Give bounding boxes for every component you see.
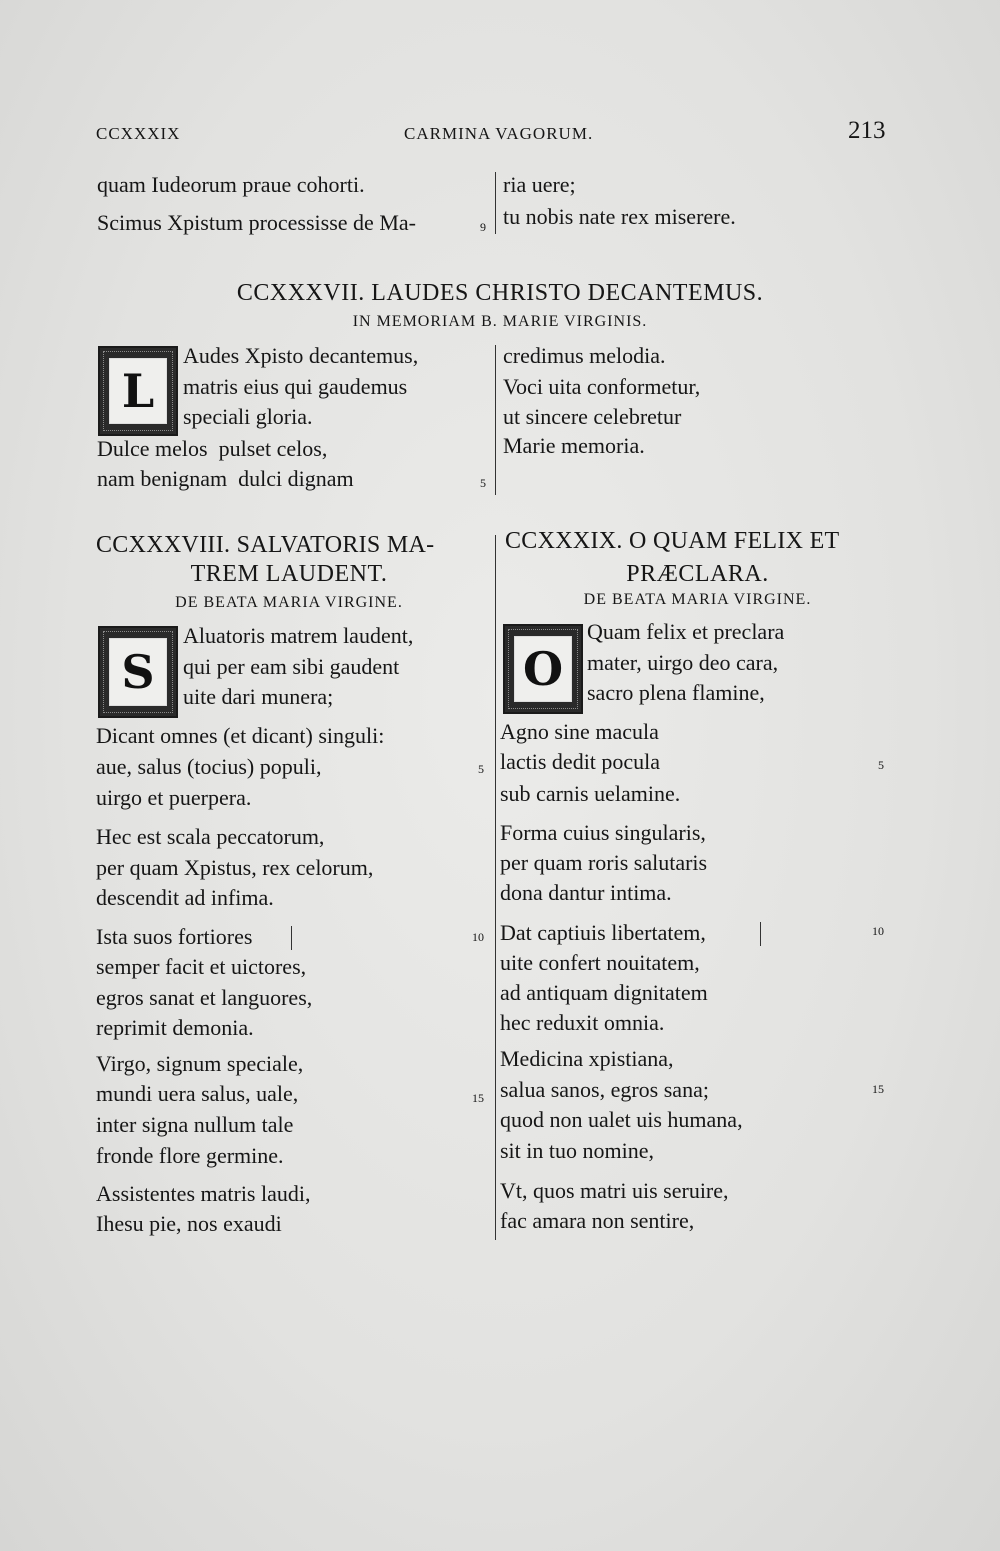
poem-238-line: Ista suos fortiores	[96, 924, 253, 949]
poem-239-line: salua sanos, egros sana;	[500, 1077, 709, 1102]
poem-238-line: Virgo, signum speciale,	[96, 1051, 304, 1076]
initial-letter: L	[109, 358, 167, 424]
poem-237-line: Voci uita conformetur,	[503, 374, 701, 399]
poem-237-line: nam benignam dulci dignam	[97, 466, 354, 491]
poem-238-line: Ihesu pie, nos exaudi	[96, 1211, 282, 1236]
column-divider	[495, 172, 496, 234]
caesura-mark	[291, 926, 292, 950]
poem-237-line: matris eius qui gaudemus	[183, 374, 408, 399]
line-number: 5	[878, 758, 884, 772]
poem-238-line: fronde flore germine.	[96, 1143, 284, 1168]
poem-239-line: sit in tuo nomine,	[500, 1138, 654, 1163]
fragment-right-line-1: ria uere;	[503, 172, 576, 197]
initial-letter: O	[514, 636, 572, 702]
poem-238-line: aue, salus (tocius) populi,	[96, 754, 322, 779]
poem-239-line: uite confert nouitatem,	[500, 950, 700, 975]
page-number: 213	[848, 117, 886, 144]
poem-238-line: semper facit et uictores,	[96, 954, 307, 979]
line-number: 5	[478, 762, 484, 776]
poem-239-line: Quam felix et preclara	[587, 619, 785, 644]
poem-239-line: fac amara non sentire,	[500, 1208, 695, 1233]
line-number: 10	[472, 930, 484, 944]
poem-239-line: Forma cuius singularis,	[500, 820, 706, 845]
line-number: 15	[872, 1082, 884, 1096]
poem-238-line: Dicant omnes (et dicant) singuli:	[96, 723, 385, 748]
poem-237-line: Dulce melos pulset celos,	[97, 436, 328, 461]
poem-238-line: inter signa nullum tale	[96, 1112, 294, 1137]
line-number: 5	[480, 476, 486, 490]
poem-239-line: Medicina xpistiana,	[500, 1046, 674, 1071]
poem-239-line: dona dantur intima.	[500, 880, 672, 905]
poem-238-line: uirgo et puerpera.	[96, 785, 252, 810]
poem-238-line: descendit ad infima.	[96, 885, 274, 910]
poem-239-line: Dat captiuis libertatem,	[500, 920, 706, 945]
running-header-left: CCXXXIX	[96, 124, 181, 143]
initial-letter: S	[109, 638, 167, 705]
fragment-left-line-1: quam Iudeorum praue cohorti.	[97, 172, 365, 197]
poem-239-line: per quam roris salutaris	[500, 850, 708, 875]
poem-237-title: CCXXXVII. LAUDES CHRISTO DECANTEMUS.	[236, 280, 764, 306]
column-divider	[495, 345, 496, 495]
poem-238-title-cont: TREM LAUDENT.	[190, 561, 388, 587]
decorated-initial-O	[503, 624, 583, 714]
poem-238-line: egros sanat et languores,	[96, 985, 313, 1010]
poem-239-line: lactis dedit pocula	[500, 749, 661, 774]
column-divider	[495, 535, 496, 1240]
poem-238-line: per quam Xpistus, rex celorum,	[96, 855, 374, 880]
poem-237-line: credimus melodia.	[503, 343, 666, 368]
poem-239-line: mater, uirgo deo cara,	[587, 650, 779, 675]
decorated-initial-L	[98, 346, 178, 436]
poem-239-subtitle: DE BEATA MARIA VIRGINE.	[583, 591, 812, 608]
running-header-title: CARMINA VAGORUM.	[404, 124, 594, 143]
poem-238-line: Assistentes matris laudi,	[96, 1181, 311, 1206]
poem-238-line: reprimit demonia.	[96, 1015, 254, 1040]
poem-238-line: qui per eam sibi gaudent	[183, 654, 400, 679]
poem-239-title: CCXXXIX. O QUAM FELIX ET	[505, 528, 840, 554]
poem-238-line: Aluatoris matrem laudent,	[183, 623, 414, 648]
poem-239-line: sub carnis uelamine.	[500, 781, 681, 806]
poem-239-line: sacro plena flamine,	[587, 680, 765, 705]
poem-239-line: hec reduxit omnia.	[500, 1010, 665, 1035]
poem-237-line: ut sincere celebretur	[503, 404, 682, 429]
line-number: 9	[480, 220, 486, 234]
poem-238-line: Hec est scala peccatorum,	[96, 824, 325, 849]
poem-238-line: uite dari munera;	[183, 684, 334, 709]
poem-239-line: quod non ualet uis humana,	[500, 1107, 743, 1132]
poem-239-line: ad antiquam dignitatem	[500, 980, 708, 1005]
poem-237-line: speciali gloria.	[183, 404, 313, 429]
line-number: 10	[872, 924, 884, 938]
poem-237-line: Marie memoria.	[503, 433, 645, 458]
poem-238-title: CCXXXVIII. SALVATORIS MA-	[96, 532, 435, 558]
line-number: 15	[472, 1091, 484, 1105]
poem-239-line: Agno sine macula	[500, 719, 659, 744]
fragment-right-line-2: tu nobis nate rex miserere.	[503, 204, 736, 229]
poem-238-subtitle: DE BEATA MARIA VIRGINE.	[175, 594, 403, 611]
poem-238-line: mundi uera salus, uale,	[96, 1081, 299, 1106]
poem-239-line: Vt, quos matri uis seruire,	[500, 1178, 729, 1203]
fragment-left-line-2: Scimus Xpistum processisse de Ma-	[97, 210, 416, 235]
caesura-mark	[760, 922, 761, 946]
poem-237-line: Audes Xpisto decantemus,	[183, 343, 419, 368]
decorated-initial-S	[98, 626, 178, 718]
poem-237-subtitle: IN MEMORIAM B. MARIE VIRGINIS.	[352, 313, 648, 330]
poem-239-title-cont: PRÆCLARA.	[626, 561, 769, 587]
